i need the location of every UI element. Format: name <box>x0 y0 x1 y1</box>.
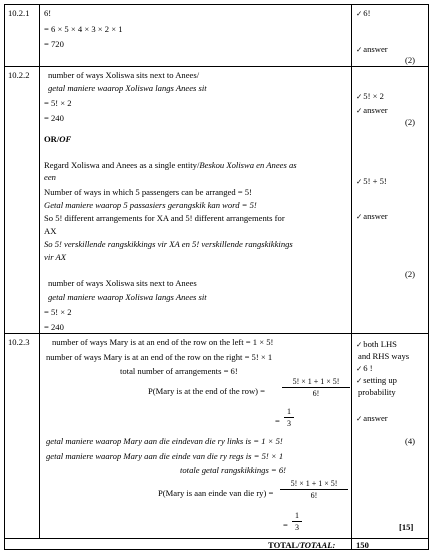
probability-result-af <box>292 511 302 532</box>
question-number: 10.2.3 <box>8 337 30 347</box>
solution-line: number of ways Xoliswa sits next to Anees <box>48 278 197 288</box>
mark-item: ✓ setting up <box>356 375 397 386</box>
solution-line: = 720 <box>44 39 64 49</box>
row-divider-3 <box>4 538 429 539</box>
mark-item: probability <box>358 387 396 397</box>
question-number: 10.2.2 <box>8 70 30 80</box>
fraction-numerator: 1 <box>292 511 302 522</box>
table-border-top <box>4 4 429 5</box>
mark-item: ✓ 6 ! <box>356 363 373 374</box>
total-label: TOTAL/TOTAAL: <box>268 540 336 550</box>
mark-total: (2) <box>405 117 416 127</box>
mark-item: ✓ answer <box>356 105 388 116</box>
question-number: 10.2.1 <box>8 8 30 18</box>
mark-item: and RHS ways <box>358 351 410 361</box>
solution-line-af: getal maniere waarop Mary aan die einde van die ry regs is = 5! × 1 <box>46 451 284 461</box>
solution-line-af: totale getal rangskikkings = 6! <box>180 465 287 475</box>
solution-line: number of ways Mary is at an end of the row on the right = 5! × 1 <box>46 352 273 362</box>
mark-item: ✓ 5! + 5! <box>356 176 387 187</box>
total-value: 150 <box>356 540 369 550</box>
fraction-numerator: 5! × 1 + 1 × 5! <box>282 377 350 388</box>
row-divider-2 <box>4 333 429 334</box>
solution-line: 6! <box>44 8 52 18</box>
solution-line-af: getal maniere waarop Mary aan die eindevan die ry links is = 1 × 5! <box>46 436 283 446</box>
solution-line: Number of ways in which 5 passengers can be arranged = 5! <box>44 187 252 197</box>
fraction-denominator: 3 <box>295 523 299 532</box>
table-border-right <box>428 4 429 550</box>
row-divider-1 <box>4 66 429 67</box>
solution-line: = 240 <box>44 322 64 332</box>
solution-line: total number of arrangements = 6! <box>120 366 238 376</box>
grand-mark: [15] <box>399 522 414 532</box>
probability-result <box>284 407 294 428</box>
column-divider-2 <box>351 4 352 550</box>
solution-line: So 5! different arrangements for XA and 5! different arrangements for <box>44 213 285 223</box>
mark-item: ✓ both LHS <box>356 339 397 350</box>
mark-item: ✓ 6! <box>356 8 370 19</box>
mark-item: ✓ answer <box>356 413 388 424</box>
probability-fraction-af <box>280 479 348 500</box>
solution-line: = 6 × 5 × 4 × 3 × 2 × 1 <box>44 24 123 34</box>
column-divider-1 <box>39 4 40 539</box>
probability-lhs-af: P(Mary is aan einde van die ry) = <box>158 488 274 498</box>
equals-sign: = <box>283 520 288 530</box>
table-border-left <box>4 4 5 550</box>
mark-item: ✓ 5! × 2 <box>356 91 384 102</box>
or-separator: OR/OF <box>44 134 72 144</box>
solution-line: = 5! × 2 <box>44 307 72 317</box>
equals-sign: = <box>275 416 280 426</box>
solution-line: number of ways Mary is at an end of the row on the left = 1 × 5! <box>52 337 274 347</box>
mark-item: ✓ answer <box>356 44 388 55</box>
fraction-numerator: 5! × 1 + 1 × 5! <box>280 479 348 490</box>
fraction-denominator: 3 <box>287 419 291 428</box>
solution-line-af: getal maniere waarop Xoliswa langs Anees sit <box>48 292 207 302</box>
solution-line-af: vir AX <box>44 252 67 262</box>
solution-line-af: So 5! verskillende rangskikkings vir XA en 5! verskillende rangskikkings <box>44 239 293 249</box>
solution-line: = 240 <box>44 113 64 123</box>
fraction-numerator: 1 <box>284 407 294 418</box>
solution-line: = 5! × 2 <box>44 98 72 108</box>
solution-line: number of ways Xoliswa sits next to Anees/ <box>48 70 200 80</box>
mark-total: (2) <box>405 269 416 279</box>
mark-total: (4) <box>405 436 416 446</box>
fraction-denominator: 6! <box>312 389 320 398</box>
fraction-denominator: 6! <box>310 491 318 500</box>
probability-fraction <box>282 377 350 398</box>
probability-lhs: P(Mary is at the end of the row) = <box>148 386 266 396</box>
mark-item: ✓ answer <box>356 211 388 222</box>
solution-line-af: een <box>44 172 56 182</box>
solution-line: Regard Xoliswa and Anees as a single entity/Beskou Xoliswa en Anees as <box>44 160 297 170</box>
solution-line-af: Getal maniere waarop 5 passasiers gerangskik kan word = 5! <box>44 200 257 210</box>
solution-line-af: getal maniere waarop Xoliswa langs Anees sit <box>48 83 207 93</box>
solution-line: AX <box>44 226 57 236</box>
mark-total: (2) <box>405 55 416 65</box>
